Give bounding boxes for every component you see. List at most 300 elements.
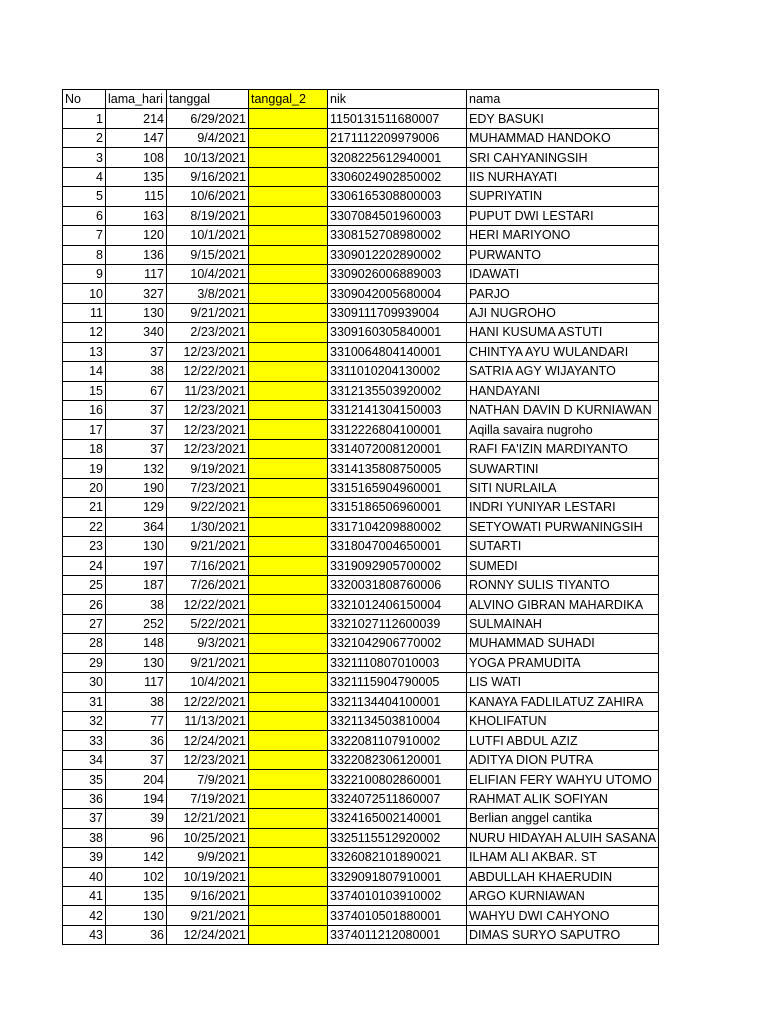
cell-nik[interactable]: 3314072008120001 <box>328 439 467 458</box>
cell-no[interactable]: 34 <box>63 750 106 769</box>
cell-no[interactable]: 18 <box>63 439 106 458</box>
cell-nik[interactable]: 3374011212080001 <box>328 925 467 944</box>
cell-no[interactable]: 37 <box>63 809 106 828</box>
cell-lama-hari[interactable]: 130 <box>106 906 167 925</box>
cell-lama-hari[interactable]: 37 <box>106 401 167 420</box>
cell-nik[interactable]: 3312226804100001 <box>328 420 467 439</box>
cell-nik[interactable]: 2171112209979006 <box>328 128 467 147</box>
cell-nama[interactable]: IDAWATI <box>467 264 659 283</box>
cell-tanggal[interactable]: 10/1/2021 <box>167 226 249 245</box>
cell-tanggal-2[interactable] <box>249 245 328 264</box>
cell-tanggal-2[interactable] <box>249 206 328 225</box>
table-row <box>63 556 659 575</box>
cell-nik[interactable]: 3309160305840001 <box>328 323 467 342</box>
cell-tanggal-2[interactable] <box>249 381 328 400</box>
cell-lama-hari[interactable]: 37 <box>106 420 167 439</box>
cell-lama-hari[interactable]: 108 <box>106 148 167 167</box>
cell-lama-hari[interactable]: 204 <box>106 770 167 789</box>
cell-tanggal[interactable]: 9/22/2021 <box>167 498 249 517</box>
table-row <box>63 614 659 633</box>
header-tanggal[interactable]: tanggal <box>167 90 249 109</box>
cell-nik[interactable]: 3321027112600039 <box>328 614 467 633</box>
cell-nik[interactable]: 3319092905700002 <box>328 556 467 575</box>
cell-lama-hari[interactable]: 38 <box>106 692 167 711</box>
table-row <box>63 498 659 517</box>
cell-no[interactable]: 17 <box>63 420 106 439</box>
cell-tanggal[interactable]: 12/24/2021 <box>167 925 249 944</box>
cell-no[interactable]: 12 <box>63 323 106 342</box>
table-row <box>63 226 659 245</box>
cell-nama[interactable]: Aqilla savaira nugroho <box>467 420 659 439</box>
cell-tanggal-2[interactable] <box>249 420 328 439</box>
table-row <box>63 128 659 147</box>
table-row <box>63 828 659 847</box>
cell-nama[interactable]: MUHAMMAD SUHADI <box>467 634 659 653</box>
cell-nama[interactable]: NATHAN DAVIN D KURNIAWAN <box>467 401 659 420</box>
cell-nama[interactable]: ALVINO GIBRAN MAHARDIKA <box>467 595 659 614</box>
cell-tanggal-2[interactable] <box>249 284 328 303</box>
cell-no[interactable]: 39 <box>63 848 106 867</box>
cell-nik[interactable]: 3308152708980002 <box>328 226 467 245</box>
cell-lama-hari[interactable]: 117 <box>106 673 167 692</box>
table-row <box>63 517 659 536</box>
cell-lama-hari[interactable]: 163 <box>106 206 167 225</box>
cell-nik[interactable]: 3321042906770002 <box>328 634 467 653</box>
cell-tanggal-2[interactable] <box>249 692 328 711</box>
cell-nik[interactable]: 3324072511860007 <box>328 789 467 808</box>
cell-tanggal-2[interactable] <box>249 809 328 828</box>
cell-tanggal[interactable]: 12/24/2021 <box>167 731 249 750</box>
cell-no[interactable]: 28 <box>63 634 106 653</box>
cell-tanggal[interactable]: 12/23/2021 <box>167 342 249 361</box>
cell-nik[interactable]: 3315165904960001 <box>328 478 467 497</box>
cell-lama-hari[interactable]: 130 <box>106 303 167 322</box>
cell-lama-hari[interactable]: 190 <box>106 478 167 497</box>
cell-no[interactable]: 14 <box>63 362 106 381</box>
cell-tanggal-2[interactable] <box>249 109 328 128</box>
cell-nama[interactable]: ABDULLAH KHAERUDIN <box>467 867 659 886</box>
cell-nama[interactable]: AJI NUGROHO <box>467 303 659 322</box>
cell-tanggal[interactable]: 7/9/2021 <box>167 770 249 789</box>
cell-tanggal[interactable]: 9/3/2021 <box>167 634 249 653</box>
cell-nik[interactable]: 1150131511680007 <box>328 109 467 128</box>
cell-nik[interactable]: 3321134503810004 <box>328 712 467 731</box>
cell-lama-hari[interactable]: 147 <box>106 128 167 147</box>
cell-tanggal[interactable]: 10/4/2021 <box>167 264 249 283</box>
cell-tanggal-2[interactable] <box>249 906 328 925</box>
cell-nama[interactable]: NURU HIDAYAH ALUIH SASANA <box>467 828 659 847</box>
cell-nama[interactable]: INDRI YUNIYAR LESTARI <box>467 498 659 517</box>
cell-tanggal-2[interactable] <box>249 750 328 769</box>
table-row <box>63 187 659 206</box>
cell-nama[interactable]: ADITYA DION PUTRA <box>467 750 659 769</box>
cell-nama[interactable]: PURWANTO <box>467 245 659 264</box>
cell-nik[interactable]: 3310064804140001 <box>328 342 467 361</box>
cell-lama-hari[interactable]: 38 <box>106 595 167 614</box>
cell-lama-hari[interactable]: 115 <box>106 187 167 206</box>
table-row <box>63 906 659 925</box>
cell-no[interactable]: 13 <box>63 342 106 361</box>
cell-nik[interactable]: 3321012406150004 <box>328 595 467 614</box>
header-nik[interactable]: nik <box>328 90 467 109</box>
cell-tanggal-2[interactable] <box>249 770 328 789</box>
cell-nama[interactable]: SETYOWATI PURWANINGSIH <box>467 517 659 536</box>
table-row <box>63 342 659 361</box>
cell-no[interactable]: 40 <box>63 867 106 886</box>
cell-tanggal[interactable]: 12/23/2021 <box>167 401 249 420</box>
cell-no[interactable]: 26 <box>63 595 106 614</box>
cell-nama[interactable]: ELIFIAN FERY WAHYU UTOMO <box>467 770 659 789</box>
cell-nik[interactable]: 3324165002140001 <box>328 809 467 828</box>
cell-tanggal-2[interactable] <box>249 323 328 342</box>
cell-lama-hari[interactable]: 130 <box>106 537 167 556</box>
cell-nik[interactable]: 3208225612940001 <box>328 148 467 167</box>
cell-nik[interactable]: 3318047004650001 <box>328 537 467 556</box>
cell-tanggal-2[interactable] <box>249 673 328 692</box>
cell-nik[interactable]: 3317104209880002 <box>328 517 467 536</box>
table-row <box>63 323 659 342</box>
cell-tanggal-2[interactable] <box>249 478 328 497</box>
cell-lama-hari[interactable]: 340 <box>106 323 167 342</box>
cell-lama-hari[interactable]: 67 <box>106 381 167 400</box>
table-row <box>63 362 659 381</box>
cell-tanggal-2[interactable] <box>249 886 328 905</box>
cell-nama[interactable]: SITI NURLAILA <box>467 478 659 497</box>
cell-tanggal[interactable]: 10/4/2021 <box>167 673 249 692</box>
cell-tanggal[interactable]: 10/6/2021 <box>167 187 249 206</box>
cell-tanggal[interactable]: 9/21/2021 <box>167 303 249 322</box>
cell-nama[interactable]: KHOLIFATUN <box>467 712 659 731</box>
cell-lama-hari[interactable]: 327 <box>106 284 167 303</box>
cell-nama[interactable]: ILHAM ALI AKBAR. ST <box>467 848 659 867</box>
cell-lama-hari[interactable]: 136 <box>106 245 167 264</box>
cell-tanggal-2[interactable] <box>249 867 328 886</box>
cell-nik[interactable]: 3309042005680004 <box>328 284 467 303</box>
cell-lama-hari[interactable]: 120 <box>106 226 167 245</box>
cell-lama-hari[interactable]: 37 <box>106 750 167 769</box>
cell-nama[interactable]: IIS NURHAYATI <box>467 167 659 186</box>
table-row <box>63 867 659 886</box>
cell-no[interactable]: 9 <box>63 264 106 283</box>
cell-tanggal-2[interactable] <box>249 556 328 575</box>
cell-tanggal-2[interactable] <box>249 459 328 478</box>
cell-nama[interactable]: HANI KUSUMA ASTUTI <box>467 323 659 342</box>
table-row <box>63 264 659 283</box>
cell-tanggal[interactable]: 12/22/2021 <box>167 362 249 381</box>
cell-tanggal-2[interactable] <box>249 595 328 614</box>
cell-nik[interactable]: 3322100802860001 <box>328 770 467 789</box>
table-row <box>63 575 659 594</box>
table-body <box>63 90 659 945</box>
cell-nik[interactable]: 3326082101890021 <box>328 848 467 867</box>
cell-no[interactable]: 1 <box>63 109 106 128</box>
cell-nama[interactable]: RAFI FA'IZIN MARDIYANTO <box>467 439 659 458</box>
cell-tanggal-2[interactable] <box>249 712 328 731</box>
cell-nama[interactable]: HANDAYANI <box>467 381 659 400</box>
cell-no[interactable]: 7 <box>63 226 106 245</box>
cell-tanggal-2[interactable] <box>249 303 328 322</box>
cell-no[interactable]: 16 <box>63 401 106 420</box>
cell-nik[interactable]: 3309012202890002 <box>328 245 467 264</box>
cell-nama[interactable]: MUHAMMAD HANDOKO <box>467 128 659 147</box>
cell-lama-hari[interactable]: 252 <box>106 614 167 633</box>
cell-nama[interactable]: SRI CAHYANINGSIH <box>467 148 659 167</box>
cell-tanggal-2[interactable] <box>249 128 328 147</box>
cell-tanggal[interactable]: 8/19/2021 <box>167 206 249 225</box>
cell-tanggal[interactable]: 9/16/2021 <box>167 886 249 905</box>
cell-nama[interactable]: PUPUT DWI LESTARI <box>467 206 659 225</box>
cell-tanggal[interactable]: 1/30/2021 <box>167 517 249 536</box>
cell-tanggal[interactable]: 2/23/2021 <box>167 323 249 342</box>
cell-tanggal[interactable]: 7/26/2021 <box>167 575 249 594</box>
cell-lama-hari[interactable]: 364 <box>106 517 167 536</box>
table-row <box>63 886 659 905</box>
header-lama-hari[interactable]: lama_hari <box>106 90 167 109</box>
cell-lama-hari[interactable]: 36 <box>106 925 167 944</box>
cell-lama-hari[interactable]: 132 <box>106 459 167 478</box>
cell-tanggal[interactable]: 3/8/2021 <box>167 284 249 303</box>
table-row <box>63 692 659 711</box>
cell-tanggal-2[interactable] <box>249 731 328 750</box>
cell-tanggal[interactable]: 9/9/2021 <box>167 848 249 867</box>
cell-tanggal-2[interactable] <box>249 653 328 672</box>
cell-nama[interactable]: DIMAS SURYO SAPUTRO <box>467 925 659 944</box>
cell-nik[interactable]: 3311010204130002 <box>328 362 467 381</box>
table-row <box>63 673 659 692</box>
cell-tanggal[interactable]: 9/19/2021 <box>167 459 249 478</box>
cell-lama-hari[interactable]: 38 <box>106 362 167 381</box>
cell-nama[interactable]: RONNY SULIS TIYANTO <box>467 575 659 594</box>
cell-nama[interactable]: EDY BASUKI <box>467 109 659 128</box>
cell-nama[interactable]: HERI MARIYONO <box>467 226 659 245</box>
cell-no[interactable]: 4 <box>63 167 106 186</box>
cell-nama[interactable]: SUWARTINI <box>467 459 659 478</box>
cell-tanggal-2[interactable] <box>249 264 328 283</box>
cell-tanggal[interactable]: 7/23/2021 <box>167 478 249 497</box>
cell-no[interactable]: 42 <box>63 906 106 925</box>
cell-nama[interactable]: RAHMAT ALIK SOFIYAN <box>467 789 659 808</box>
cell-tanggal-2[interactable] <box>249 848 328 867</box>
cell-no[interactable]: 2 <box>63 128 106 147</box>
cell-nik[interactable]: 3374010501880001 <box>328 906 467 925</box>
header-nama[interactable]: nama <box>467 90 659 109</box>
cell-tanggal[interactable]: 9/21/2021 <box>167 906 249 925</box>
cell-tanggal-2[interactable] <box>249 498 328 517</box>
cell-tanggal-2[interactable] <box>249 575 328 594</box>
table-row <box>63 109 659 128</box>
cell-lama-hari[interactable]: 39 <box>106 809 167 828</box>
cell-no[interactable]: 19 <box>63 459 106 478</box>
cell-no[interactable]: 41 <box>63 886 106 905</box>
cell-no[interactable]: 23 <box>63 537 106 556</box>
cell-tanggal[interactable]: 9/16/2021 <box>167 167 249 186</box>
cell-nik[interactable]: 3315186506960001 <box>328 498 467 517</box>
table-row <box>63 634 659 653</box>
cell-nik[interactable]: 3322081107910002 <box>328 731 467 750</box>
cell-lama-hari[interactable]: 148 <box>106 634 167 653</box>
cell-no[interactable]: 11 <box>63 303 106 322</box>
cell-nik[interactable]: 3321134404100001 <box>328 692 467 711</box>
cell-nama[interactable]: SUTARTI <box>467 537 659 556</box>
cell-nama[interactable]: CHINTYA AYU WULANDARI <box>467 342 659 361</box>
cell-tanggal-2[interactable] <box>249 925 328 944</box>
table-row <box>63 284 659 303</box>
cell-nama[interactable]: Berlian anggel cantika <box>467 809 659 828</box>
cell-tanggal-2[interactable] <box>249 148 328 167</box>
cell-nama[interactable]: YOGA PRAMUDITA <box>467 653 659 672</box>
cell-tanggal[interactable]: 10/25/2021 <box>167 828 249 847</box>
table-row <box>63 245 659 264</box>
cell-no[interactable]: 3 <box>63 148 106 167</box>
cell-lama-hari[interactable]: 77 <box>106 712 167 731</box>
cell-lama-hari[interactable]: 129 <box>106 498 167 517</box>
cell-lama-hari[interactable]: 135 <box>106 167 167 186</box>
table-row <box>63 401 659 420</box>
cell-lama-hari[interactable]: 102 <box>106 867 167 886</box>
cell-nik[interactable]: 3321115904790005 <box>328 673 467 692</box>
cell-tanggal[interactable]: 7/19/2021 <box>167 789 249 808</box>
cell-lama-hari[interactable]: 214 <box>106 109 167 128</box>
cell-tanggal[interactable]: 5/22/2021 <box>167 614 249 633</box>
cell-tanggal-2[interactable] <box>249 439 328 458</box>
cell-nik[interactable]: 3309111709939004 <box>328 303 467 322</box>
cell-tanggal[interactable]: 12/22/2021 <box>167 692 249 711</box>
cell-lama-hari[interactable]: 197 <box>106 556 167 575</box>
cell-no[interactable]: 30 <box>63 673 106 692</box>
cell-nik[interactable]: 3312141304150003 <box>328 401 467 420</box>
cell-no[interactable]: 8 <box>63 245 106 264</box>
cell-lama-hari[interactable]: 130 <box>106 653 167 672</box>
cell-tanggal[interactable]: 9/4/2021 <box>167 128 249 147</box>
cell-nik[interactable]: 3306024902850002 <box>328 167 467 186</box>
cell-no[interactable]: 15 <box>63 381 106 400</box>
cell-nama[interactable]: WAHYU DWI CAHYONO <box>467 906 659 925</box>
table-row <box>63 206 659 225</box>
cell-tanggal-2[interactable] <box>249 614 328 633</box>
cell-nik[interactable]: 3314135808750005 <box>328 459 467 478</box>
cell-no[interactable]: 5 <box>63 187 106 206</box>
cell-nama[interactable]: PARJO <box>467 284 659 303</box>
cell-nama[interactable]: LUTFI ABDUL AZIZ <box>467 731 659 750</box>
table-row <box>63 303 659 322</box>
cell-no[interactable]: 24 <box>63 556 106 575</box>
cell-nik[interactable]: 3309026006889003 <box>328 264 467 283</box>
cell-no[interactable]: 20 <box>63 478 106 497</box>
cell-tanggal[interactable]: 6/29/2021 <box>167 109 249 128</box>
cell-tanggal-2[interactable] <box>249 634 328 653</box>
cell-nik[interactable]: 3320031808760006 <box>328 575 467 594</box>
cell-tanggal[interactable]: 12/23/2021 <box>167 420 249 439</box>
cell-no[interactable]: 35 <box>63 770 106 789</box>
cell-no[interactable]: 22 <box>63 517 106 536</box>
table-row <box>63 653 659 672</box>
cell-nik[interactable]: 3325115512920002 <box>328 828 467 847</box>
table-row <box>63 848 659 867</box>
table-row <box>63 925 659 944</box>
cell-nama[interactable]: KANAYA FADLILATUZ ZAHIRA <box>467 692 659 711</box>
cell-no[interactable]: 6 <box>63 206 106 225</box>
cell-tanggal-2[interactable] <box>249 167 328 186</box>
cell-tanggal[interactable]: 12/23/2021 <box>167 750 249 769</box>
cell-tanggal-2[interactable] <box>249 537 328 556</box>
cell-no[interactable]: 31 <box>63 692 106 711</box>
cell-tanggal[interactable]: 12/21/2021 <box>167 809 249 828</box>
cell-tanggal-2[interactable] <box>249 789 328 808</box>
cell-tanggal-2[interactable] <box>249 362 328 381</box>
cell-lama-hari[interactable]: 142 <box>106 848 167 867</box>
cell-no[interactable]: 32 <box>63 712 106 731</box>
cell-no[interactable]: 33 <box>63 731 106 750</box>
cell-lama-hari[interactable]: 194 <box>106 789 167 808</box>
table-row <box>63 478 659 497</box>
cell-tanggal-2[interactable] <box>249 342 328 361</box>
cell-no[interactable]: 27 <box>63 614 106 633</box>
cell-lama-hari[interactable]: 135 <box>106 886 167 905</box>
table-row <box>63 167 659 186</box>
cell-tanggal-2[interactable] <box>249 226 328 245</box>
cell-nama[interactable]: LIS WATI <box>467 673 659 692</box>
cell-lama-hari[interactable]: 37 <box>106 439 167 458</box>
cell-tanggal[interactable]: 11/13/2021 <box>167 712 249 731</box>
table-row <box>63 731 659 750</box>
cell-nik[interactable]: 3321110807010003 <box>328 653 467 672</box>
cell-nik[interactable]: 3307084501960003 <box>328 206 467 225</box>
cell-tanggal[interactable]: 7/16/2021 <box>167 556 249 575</box>
header-no[interactable]: No <box>63 90 106 109</box>
table-row <box>63 809 659 828</box>
cell-nama[interactable]: ARGO KURNIAWAN <box>467 886 659 905</box>
cell-tanggal[interactable]: 9/21/2021 <box>167 653 249 672</box>
cell-tanggal[interactable]: 10/13/2021 <box>167 148 249 167</box>
cell-tanggal-2[interactable] <box>249 828 328 847</box>
cell-nama[interactable]: SATRIA AGY WIJAYANTO <box>467 362 659 381</box>
cell-no[interactable]: 29 <box>63 653 106 672</box>
cell-lama-hari[interactable]: 187 <box>106 575 167 594</box>
table-row <box>63 381 659 400</box>
cell-lama-hari[interactable]: 37 <box>106 342 167 361</box>
cell-no[interactable]: 10 <box>63 284 106 303</box>
cell-nik[interactable]: 3374010103910002 <box>328 886 467 905</box>
cell-nik[interactable]: 3306165308800003 <box>328 187 467 206</box>
cell-tanggal[interactable]: 11/23/2021 <box>167 381 249 400</box>
cell-lama-hari[interactable]: 96 <box>106 828 167 847</box>
cell-nama[interactable]: SUMEDI <box>467 556 659 575</box>
cell-tanggal-2[interactable] <box>249 517 328 536</box>
cell-nik[interactable]: 3329091807910001 <box>328 867 467 886</box>
cell-nama[interactable]: SULMAINAH <box>467 614 659 633</box>
cell-tanggal-2[interactable] <box>249 187 328 206</box>
cell-tanggal[interactable]: 9/15/2021 <box>167 245 249 264</box>
cell-no[interactable]: 36 <box>63 789 106 808</box>
cell-no[interactable]: 21 <box>63 498 106 517</box>
cell-no[interactable]: 38 <box>63 828 106 847</box>
table-row <box>63 420 659 439</box>
cell-no[interactable]: 25 <box>63 575 106 594</box>
cell-tanggal[interactable]: 9/21/2021 <box>167 537 249 556</box>
cell-no[interactable]: 43 <box>63 925 106 944</box>
cell-tanggal[interactable]: 10/19/2021 <box>167 867 249 886</box>
cell-tanggal[interactable]: 12/23/2021 <box>167 439 249 458</box>
header-tanggal-2[interactable]: tanggal_2 <box>249 90 328 109</box>
cell-nama[interactable]: SUPRIYATIN <box>467 187 659 206</box>
table-row <box>63 537 659 556</box>
cell-lama-hari[interactable]: 117 <box>106 264 167 283</box>
cell-nik[interactable]: 3312135503920002 <box>328 381 467 400</box>
cell-lama-hari[interactable]: 36 <box>106 731 167 750</box>
cell-tanggal-2[interactable] <box>249 401 328 420</box>
cell-nik[interactable]: 3322082306120001 <box>328 750 467 769</box>
cell-tanggal[interactable]: 12/22/2021 <box>167 595 249 614</box>
